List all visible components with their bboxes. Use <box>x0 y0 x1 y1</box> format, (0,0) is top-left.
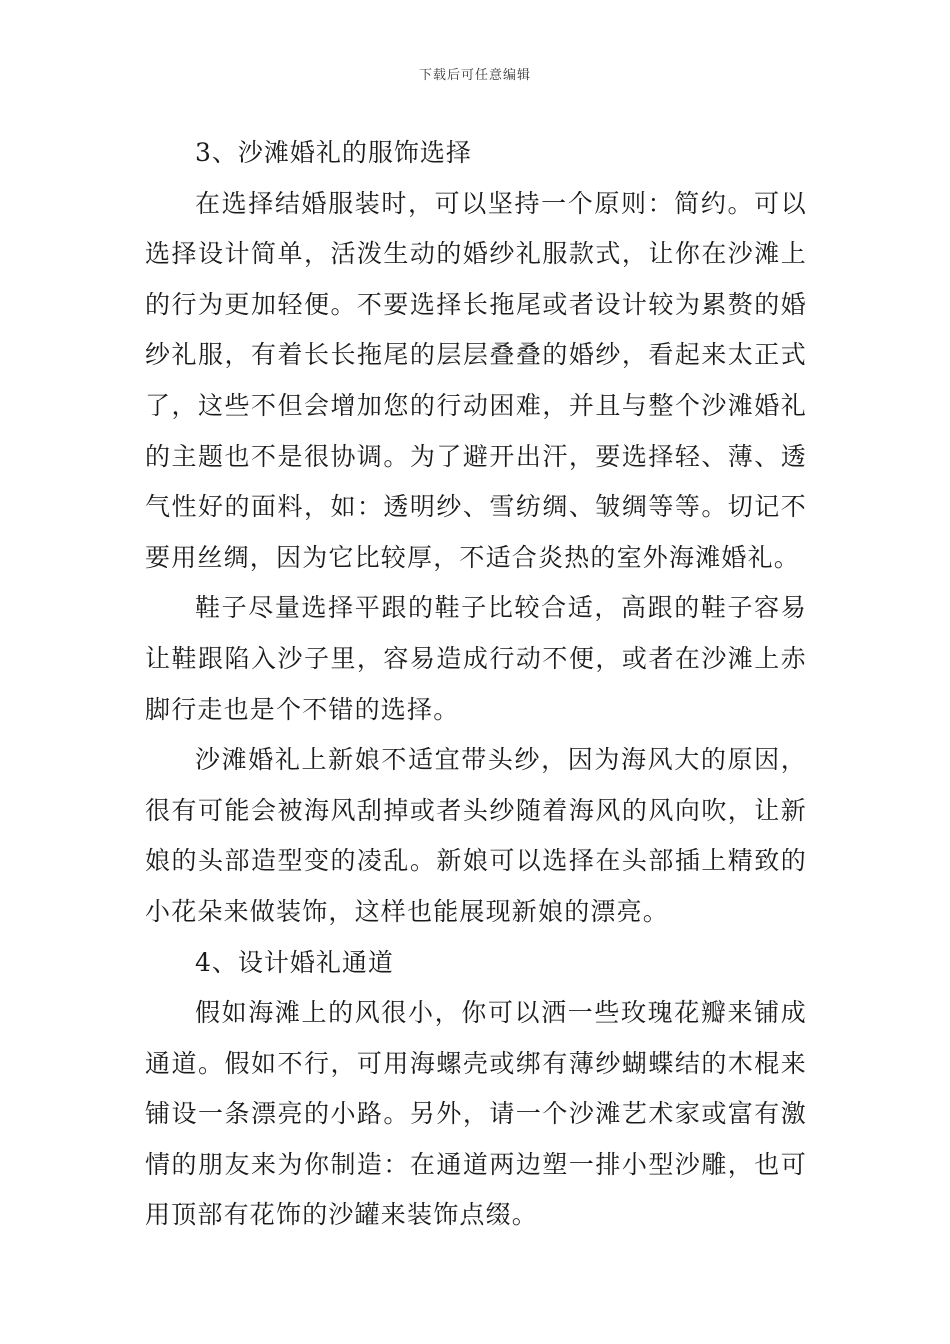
paragraph-aisle: 假如海滩上的风很小，你可以洒一些玫瑰花瓣来铺成通道。假如不行，可用海螺壳或绑有薄纱蝴蝶结的木棍来铺设一条漂亮的小路。另外，请一个沙滩艺术家或富有激情的朋友来为你制造：在通道两边塑一排小型沙雕，也可用顶部有花饰的沙罐来装饰点缀。 <box>145 998 807 1230</box>
section-heading-4: 4、设计婚礼通道 <box>195 947 394 977</box>
paragraph-veil: 沙滩婚礼上新娘不适宜带头纱，因为海风大的原因，很有可能会被海风刮掉或者头纱随着海风的风向吹，让新娘的头部造型变的凌乱。新娘可以选择在头部插上精致的小花朵来做装饰，这样也能展现新娘的漂亮。 <box>145 745 807 926</box>
document-body <box>145 128 807 1241</box>
header-note: 下载后可任意编辑 <box>418 68 531 83</box>
paragraph-attire: 在选择结婚服装时，可以坚持一个原则：简约。可以选择设计简单，活泼生动的婚纱礼服款式，让你在沙滩上的行为更加轻便。不要选择长拖尾或者设计较为累赘的婚纱礼服，有着长长拖尾的层层叠叠的婚纱，看起来太正式了，这些不但会增加您的行动困难，并且与整个沙滩婚礼的主题也不是很协调。为了避开出汗，要选择轻、薄、透气性好的面料，如：透明纱、雪纺绸、皱绸等等。切记不要用丝绸，因为它比较厚，不适合炎热的室外海滩婚礼。 <box>145 188 807 572</box>
paragraph-shoes: 鞋子尽量选择平跟的鞋子比较合适，高跟的鞋子容易让鞋跟陷入沙子里，容易造成行动不便，或者在沙滩上赤脚行走也是个不错的选择。 <box>145 593 807 724</box>
section-heading-3: 3、沙滩婚礼的服饰选择 <box>195 138 472 167</box>
